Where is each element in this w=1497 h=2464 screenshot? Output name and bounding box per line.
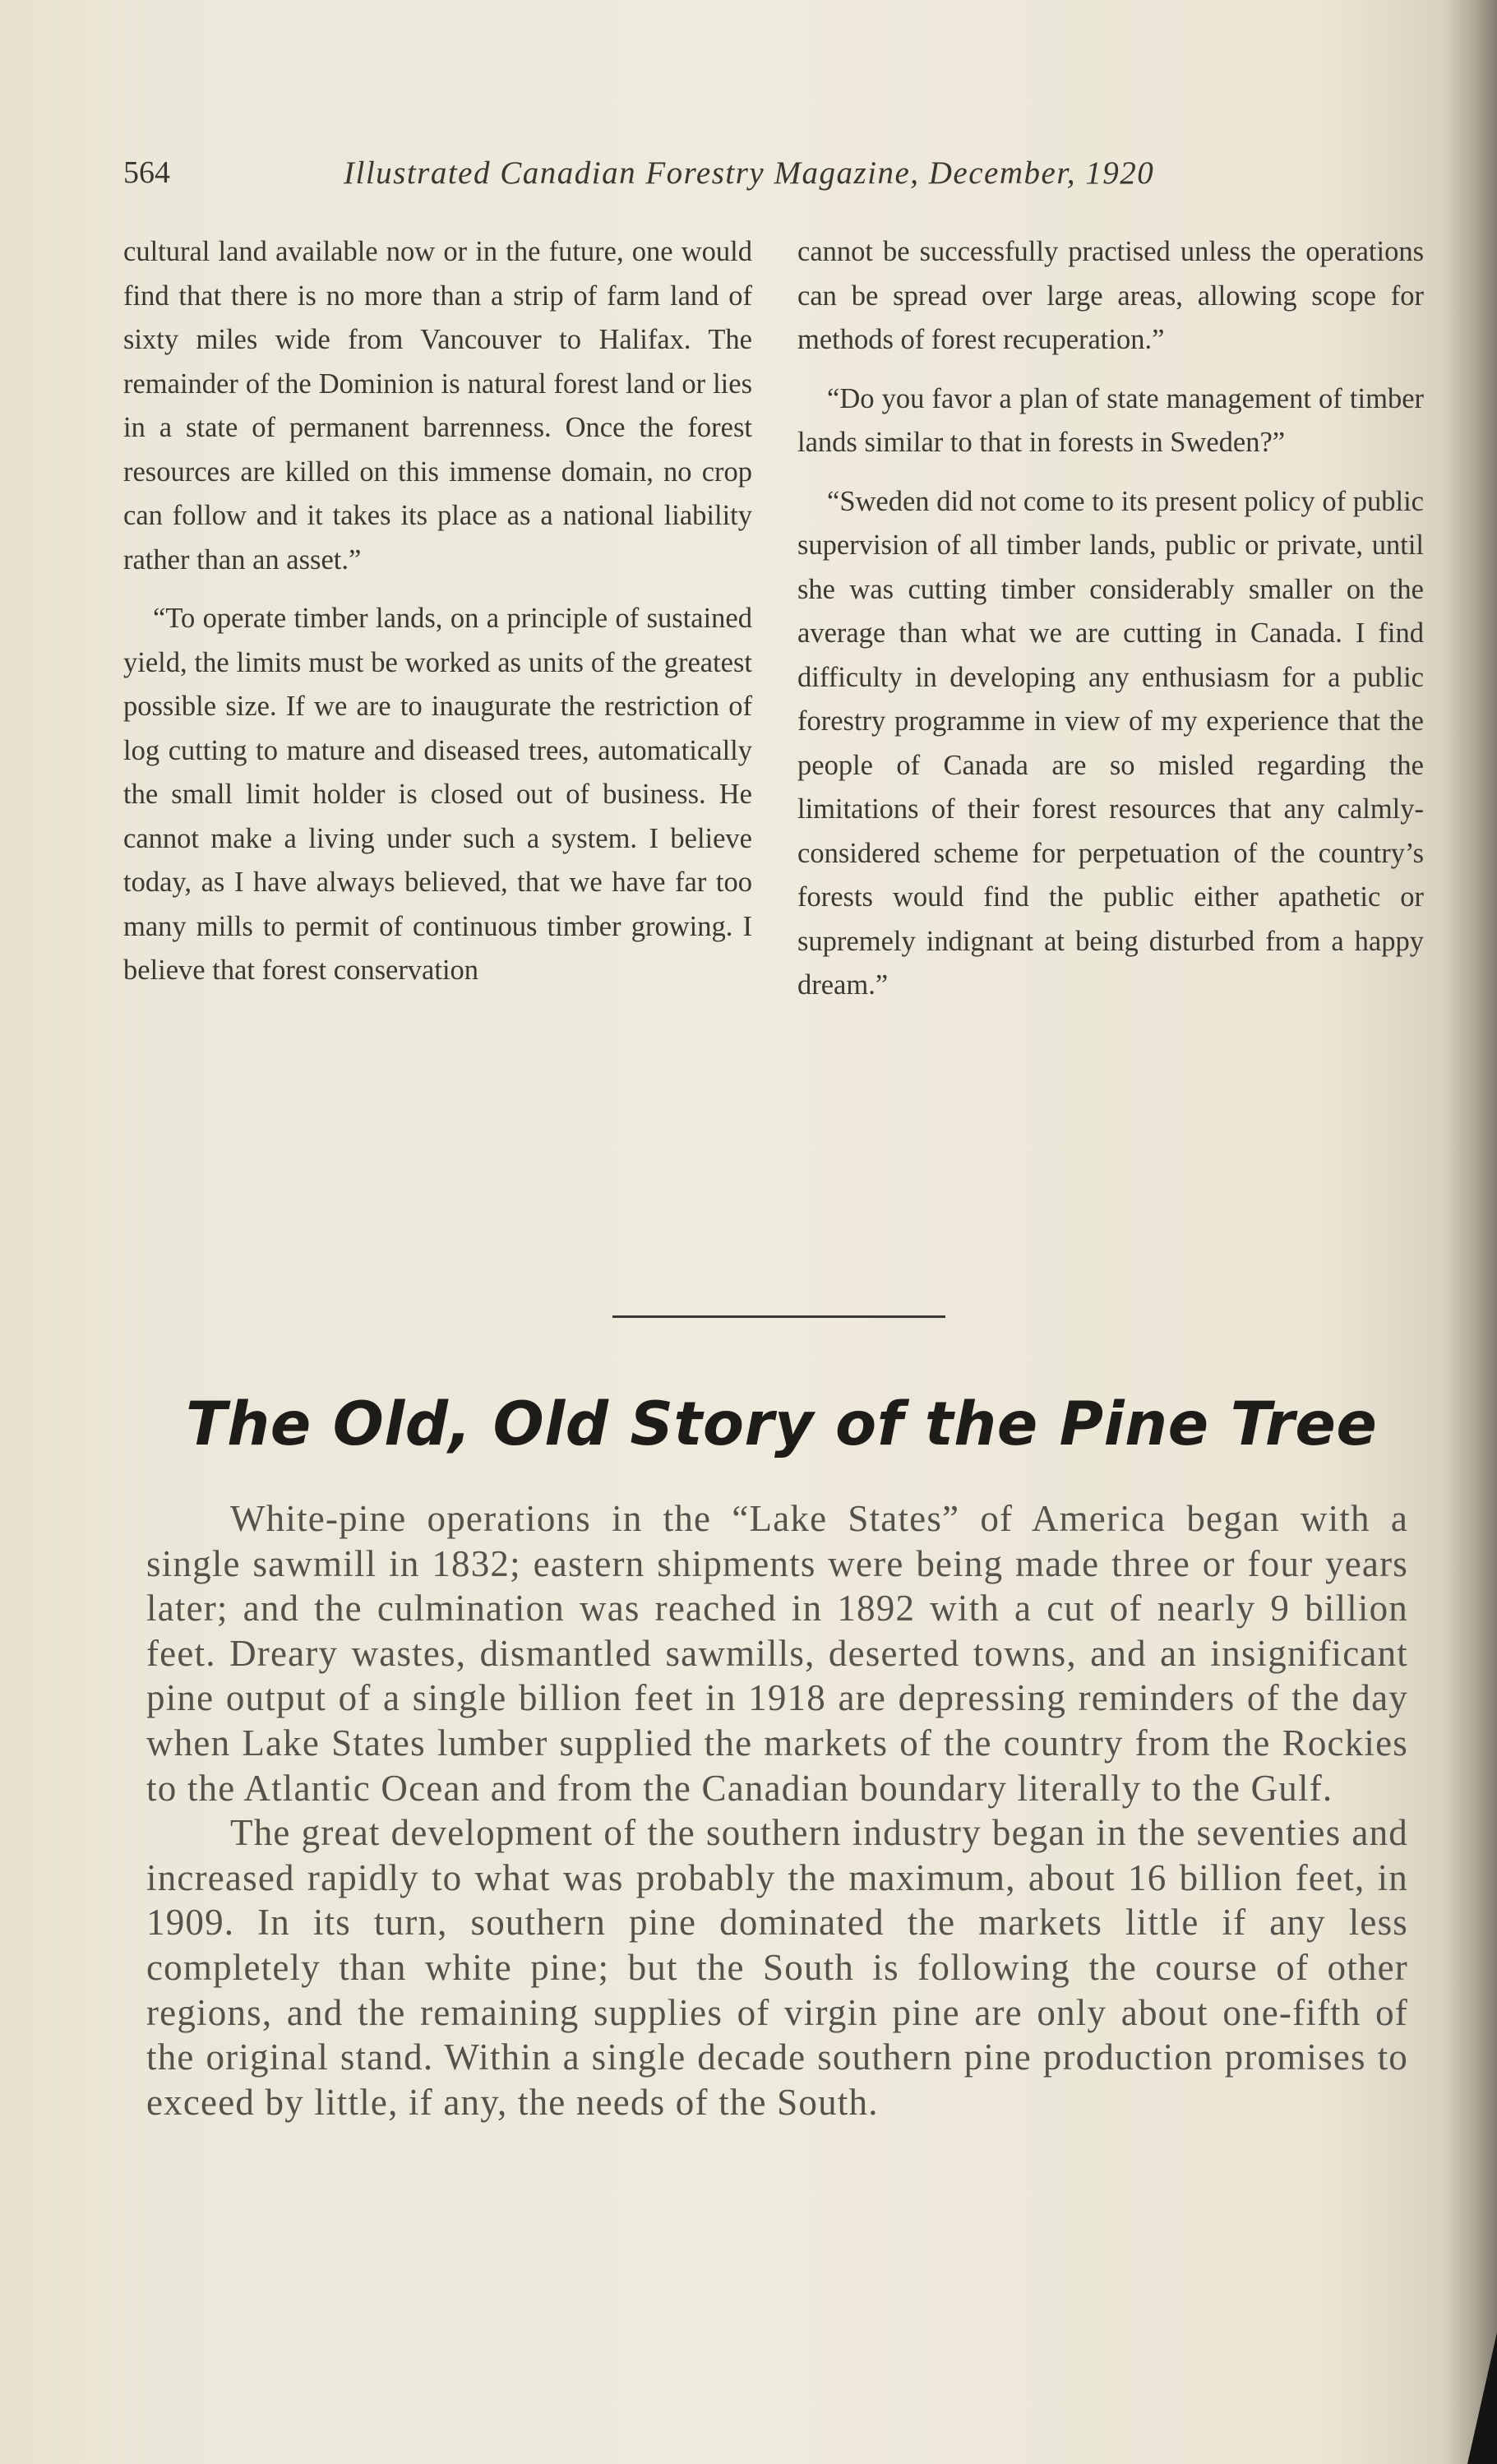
- right-paragraph: “Sweden did not come to its present policy of public supervision of all timber lands, public or private, until she was cutting timber considerably smaller on the average than what we are cutting in Canada. I find difficulty in developing any enthusiasm for a public forestry programme in view of my experience that the people of Canada are so misled regarding the limitations of their forest resources that any calmly-considered scheme for perpetuation of the country’s forests would find the public either apathetic or supremely indignant at being disturbed from a happy dream.”: [797, 485, 1424, 1001]
- article-body: [146, 1496, 1408, 2124]
- article-paragraph: White-pine operations in the “Lake States” of America began with a single sawmill in 1832; eastern shipments were being made three or four years later; and the culmination was reached in 1892 with a cut of nearly 9 billion feet. Dreary wastes, dismantled sawmills, deserted towns, and an insignificant pine output of a single billion feet in 1918 are depressing reminders of the day when Lake States lumber supplied the markets of the country from the Rockies to the Atlantic Ocean and from the Canadian boundary literally to the Gulf.: [146, 1498, 1408, 1809]
- page-corner-shadow: [1467, 2332, 1497, 2464]
- running-head: Illustrated Canadian Forestry Magazine, December, 1920: [344, 155, 1155, 191]
- right-paragraph: cannot be successfully practised unless the operations can be spread over large areas, allowing scope for methods of forest recuperation.”: [797, 236, 1424, 355]
- left-paragraph: cultural land available now or in the future, one would find that there is no more than a strip of farm land of sixty miles wide from Vancouver to Halifax. The remainder of the Dominion is natural forest land or lies in a state of permanent barrenness. Once the forest resources are killed on this immense domain, no crop can follow and it takes its place as a national liability rather than an asset.”: [123, 236, 752, 576]
- article-paragraph: The great development of the southern industry began in the seventies and increased rapidly to what was probably the maximum, about 16 billion feet, in 1909. In its turn, southern pine dominated the markets little if any less completely than white pine; but the South is following the course of other regions, and the remaining supplies of virgin pine are only about one-fifth of the original stand. Within a single decade southern pine production promises to exceed by little, if any, the needs of the South.: [146, 1812, 1408, 2123]
- right-column: [797, 230, 1424, 1023]
- section-divider: [612, 1315, 945, 1318]
- page-number: 564: [123, 155, 170, 190]
- right-paragraph: “Do you favor a plan of state management of timber lands similar to that in forests in Sweden?”: [797, 382, 1424, 458]
- binding-shadow: [1448, 0, 1497, 2464]
- left-column: [123, 230, 752, 1008]
- left-paragraph: “To operate timber lands, on a principle of sustained yield, the limits must be worked as units of the greatest possible size. If we are to inaugurate the restriction of log cutting to mature and diseased trees, automatically the small limit holder is closed out of business. He cannot make a living under such a system. I believe today, as I have always believed, that we have far too many mills to permit of continuous timber growing. I believe that forest conservation: [123, 603, 752, 986]
- article-title: The Old, Old Story of the Pine Tree: [186, 1389, 1378, 1459]
- page-header: [123, 155, 1233, 204]
